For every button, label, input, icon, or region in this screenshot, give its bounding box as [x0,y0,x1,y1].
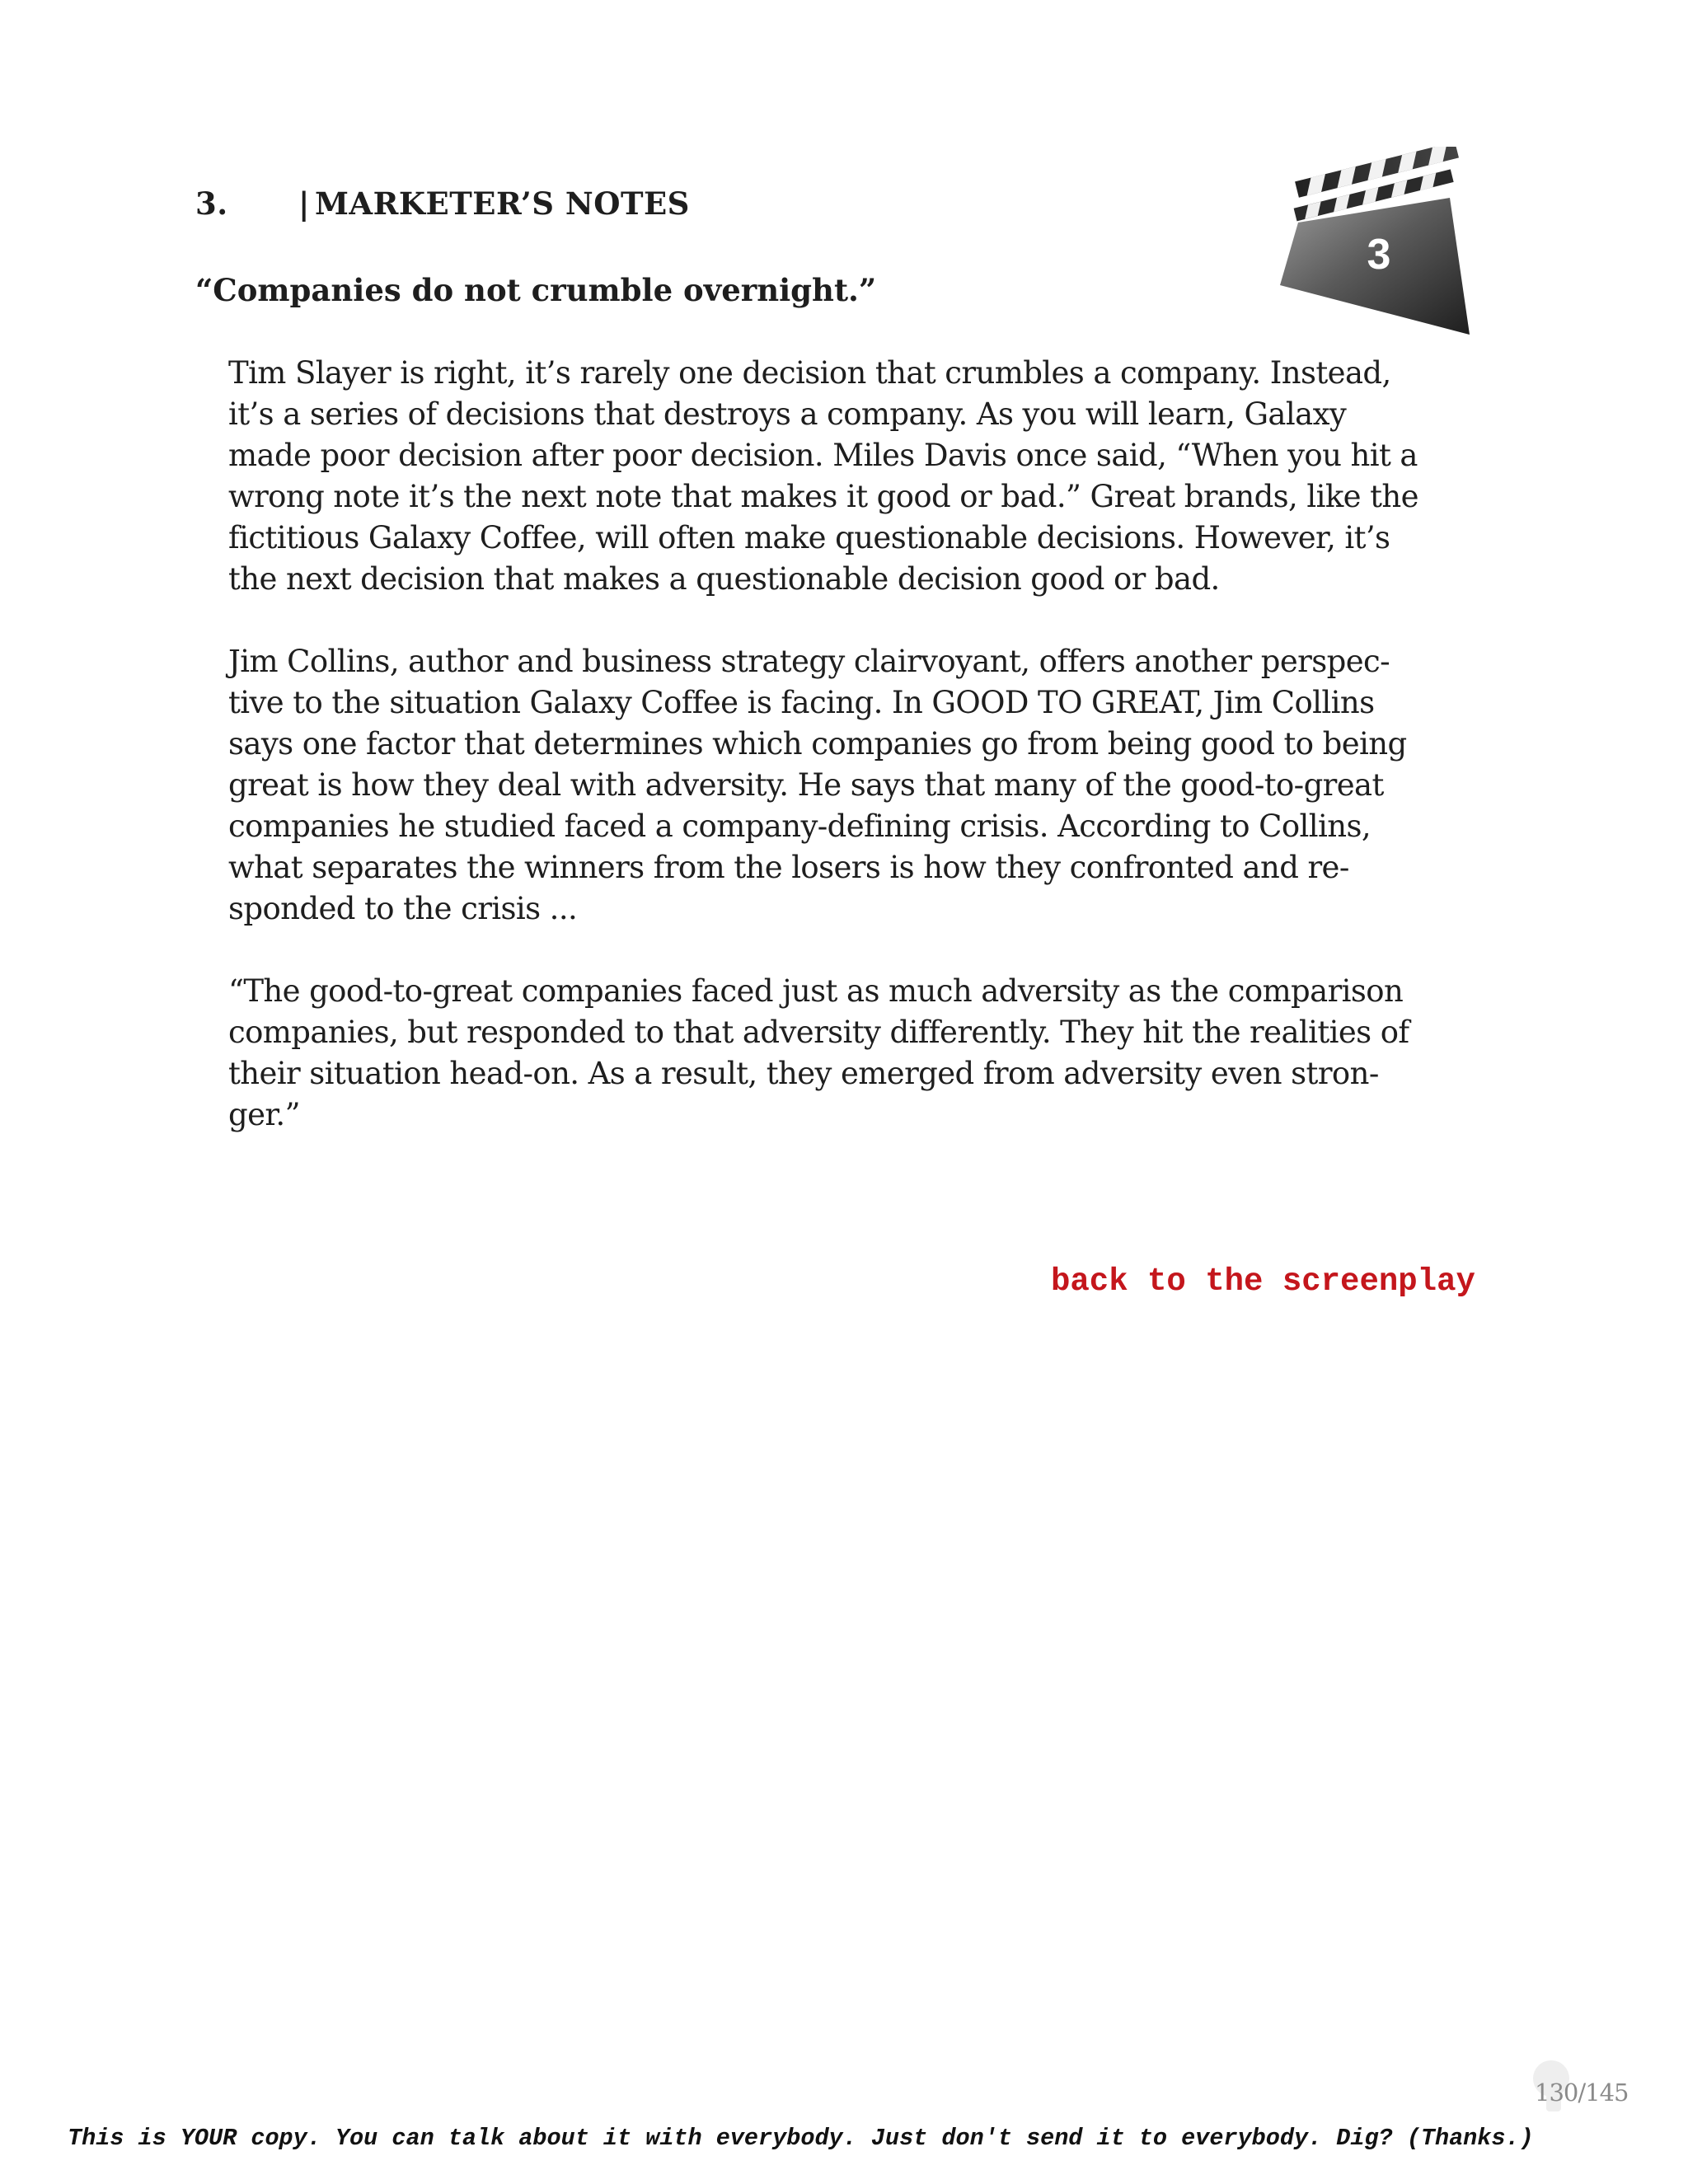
text-line: tive to the situation Galaxy Coffee is facing. In GOOD TO GREAT, Jim Collins [228,685,1375,720]
text-line: companies he studied faced a company-defining crisis. According to Collins, [228,808,1371,844]
clapper-number: 3 [1367,231,1391,279]
block-quote [228,971,1489,1136]
text-line: Jim Collins, author and business strategy clairvoyant, offers another perspec- [228,644,1390,679]
section-divider: | [298,185,310,222]
page-indicator: 130/145 [1535,2079,1629,2107]
text-line: ger.” [228,1097,300,1132]
text-line: fictitious Galaxy Coffee, will often make questionable decisions. However, it’s [228,520,1390,555]
text-line: wrong note it’s the next note that makes it good or bad.” Great brands, like the [228,479,1418,514]
paragraph [228,641,1489,930]
text-line: the next decision that makes a questionable decision good or bad. [228,561,1220,597]
text-line: Tim Slayer is right, it’s rarely one decision that crumbles a company. Instead, [228,355,1391,391]
text-line: their situation head-on. As a result, they emerged from adversity even stron- [228,1056,1379,1091]
text-line: sponded to the crisis ... [228,891,578,926]
section-heading [195,185,690,222]
text-line: it’s a series of decisions that destroys a company. As you will learn, Galaxy [228,396,1347,432]
section-title: MARKETER’S NOTES [314,185,690,222]
text-line: companies, but responded to that adversity differently. They hit the realities of [228,1015,1409,1050]
quote-title: “Companies do not crumble overnight.” [195,272,877,308]
paragraph [228,353,1489,600]
clapperboard-icon [1273,147,1488,344]
text-line: what separates the winners from the losers is how they confronted and re- [228,850,1349,885]
text-line: says one factor that determines which companies go from being good to being [228,726,1407,762]
body-text [228,353,1489,1177]
section-number: 3. [195,185,228,222]
text-line: “The good-to-great companies faced just as much adversity as the comparison [228,973,1404,1009]
footer-note: This is YOUR copy. You can talk about it with everybody. Just don't send it to everybody. Dig? (Thanks.) [68,2125,1534,2152]
text-line: made poor decision after poor decision. Miles Davis once said, “When you hit a [228,438,1418,473]
text-line: great is how they deal with adversity. He says that many of the good-to-great [228,767,1384,803]
back-to-screenplay-link[interactable]: back to the screenplay [1051,1263,1475,1300]
